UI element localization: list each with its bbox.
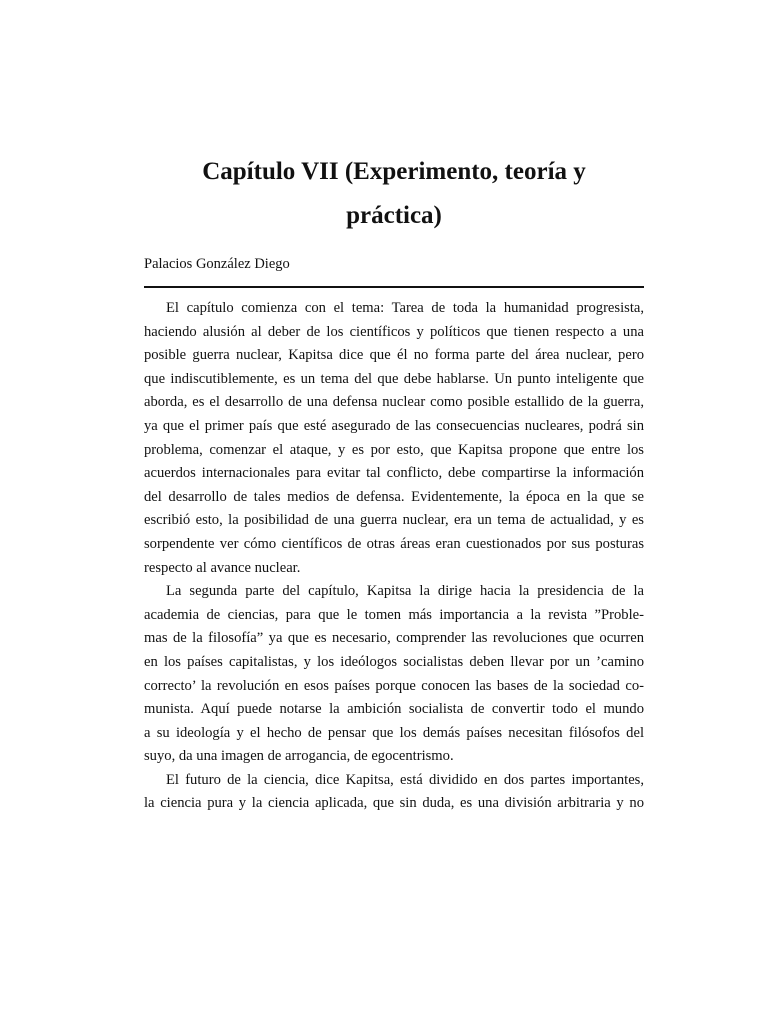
text-line: respecto al avance nuclear. (144, 559, 301, 576)
body-paragraph (144, 580, 644, 769)
text-line: posible guerra nuclear, Kapitsa dice que él no forma parte del área nuclear, pero (144, 347, 644, 364)
text-line: correcto’ la revolución en esos países porque conocen las bases de la sociedad co- (144, 677, 644, 694)
body-paragraph (144, 297, 644, 580)
body-paragraph (144, 769, 644, 816)
body-text (144, 297, 644, 816)
document-page (144, 150, 644, 816)
text-line: El capítulo comienza con el tema: Tarea de toda la humanidad progresista, (166, 300, 644, 316)
chapter-title (144, 150, 644, 238)
text-line: haciendo alusión al deber de los científicos y políticos que tienen respecto a una (144, 323, 644, 340)
author-name: Palacios González Diego (144, 256, 290, 272)
text-line: academia de ciencias, para que le tomen más importancia a la revista ”Proble- (144, 606, 644, 623)
text-line: aborda, es el desarrollo de una defensa nuclear como posible estallido de la guerra, (144, 394, 644, 411)
text-line: a su ideología y el hecho de pensar que los demás países necesitan filósofos del (144, 724, 644, 741)
text-line: que indiscutiblemente, es un tema del que debe hablarse. Un punto inteligente que (144, 370, 644, 387)
text-line: escribió esto, la posibilidad de una guerra nuclear, era un tema de actualidad, y es (144, 512, 644, 529)
text-line: munista. Aquí puede notarse la ambición socialista de convertir todo el mundo (144, 701, 644, 718)
chapter-title-line: práctica) (346, 202, 442, 229)
text-line: en los países capitalistas, y los ideólogos socialistas deben llevar por un ’camino (144, 653, 644, 670)
text-line: ya que el primer país que esté asegurado de las consecuencias nucleares, podrá sin (144, 417, 644, 434)
text-line: La segunda parte del capítulo, Kapitsa la dirige hacia la presidencia de la (166, 583, 644, 600)
text-line: acuerdos internacionales para evitar tal conflicto, debe compartirse la información (144, 465, 644, 482)
text-line: mas de la filosofía” ya que es necesario, comprender las revoluciones que ocurren (144, 630, 644, 647)
text-line: del desarrollo de tales medios de defensa. Evidentemente, la época en la que se (144, 488, 644, 505)
text-line: la ciencia pura y la ciencia aplicada, que sin duda, es una división arbitraria y no (144, 795, 644, 812)
chapter-title-line: Capítulo VII (Experimento, teoría y (202, 158, 586, 185)
text-line: suyo, da una imagen de arrogancia, de egocentrismo. (144, 748, 454, 765)
text-line: problema, comenzar el ataque, y es por esto, que Kapitsa propone que entre los (144, 441, 644, 458)
text-line: El futuro de la ciencia, dice Kapitsa, está dividido en dos partes importantes, (166, 771, 644, 788)
text-line: sorpendente ver cómo científicos de otras áreas eran cuestionados por sus posturas (144, 535, 644, 552)
horizontal-rule (144, 286, 644, 288)
